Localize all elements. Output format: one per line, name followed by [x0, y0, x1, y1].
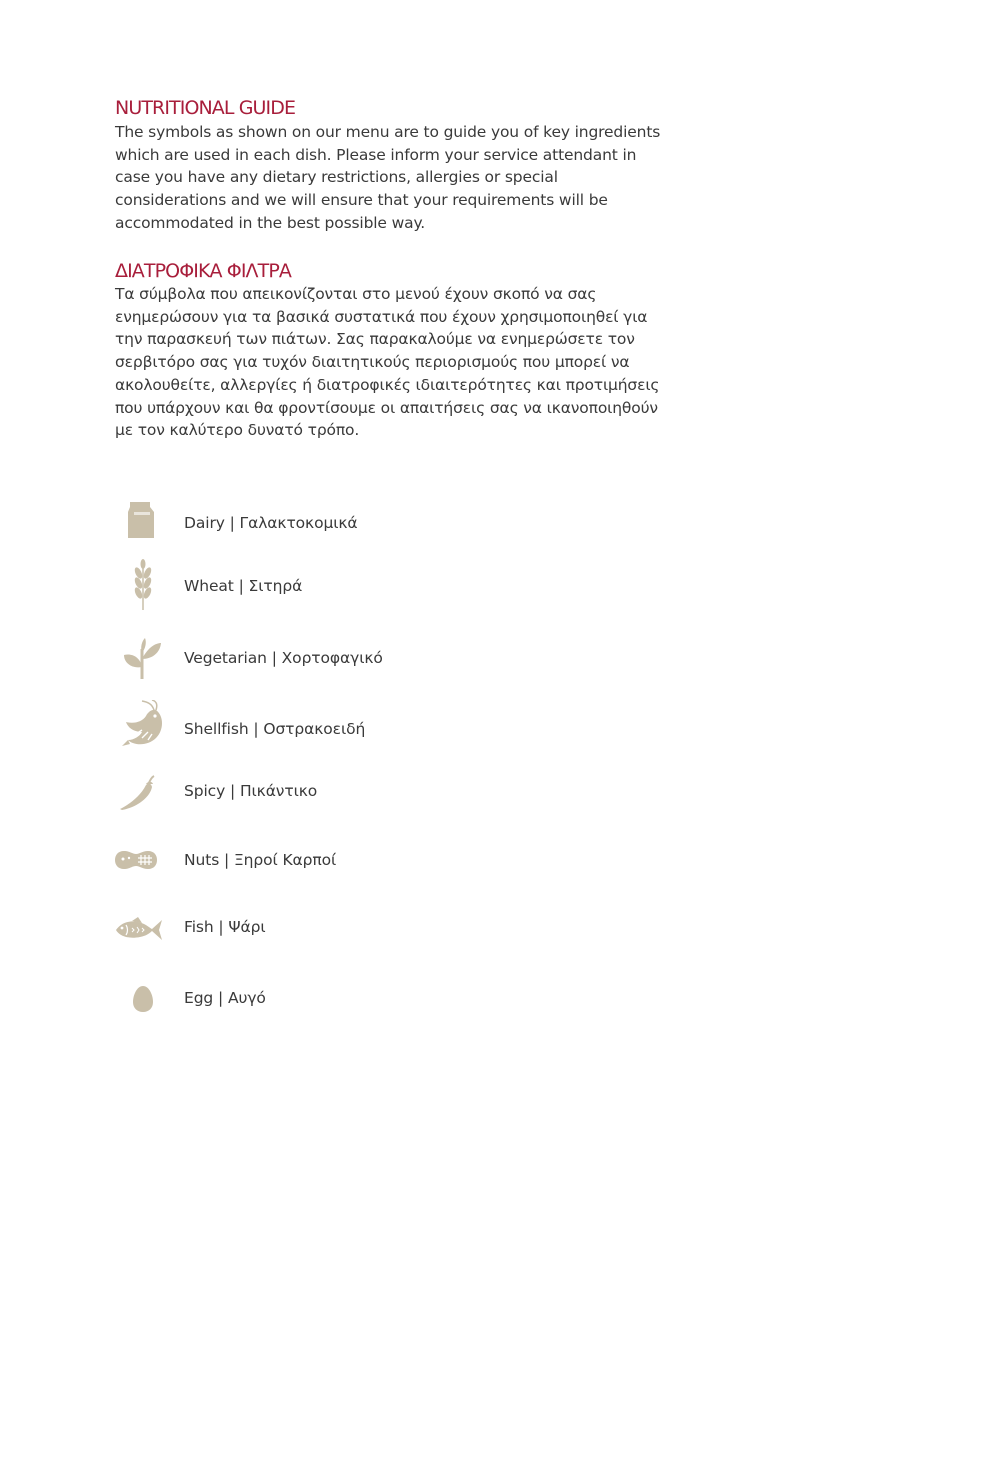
legend-label-vegetarian: Vegetarian | Χορτοφαγικό [184, 649, 383, 667]
english-heading: NUTRITIONAL GUIDE [115, 97, 296, 119]
english-line-1: The symbols as shown on our menu are to guide you of key ingredients [115, 123, 661, 141]
greek-paragraph [115, 283, 675, 442]
legend-label-spicy: Spicy | Πικάντικο [184, 782, 318, 800]
legend-label-nuts: Nuts | Ξηροί Καρποί [184, 851, 337, 869]
greek-line-3: την παρασκευή των πιάτων. Σας παρακαλούμε να ενημερώσετε τον [115, 330, 635, 349]
shrimp-icon [120, 700, 166, 748]
english-paragraph [115, 121, 675, 235]
chili-pepper-icon [118, 775, 156, 811]
greek-line-5: ακολουθείτε, αλλεργίες ή διατροφικές ιδιαιτερότητες και προτιμήσεις [115, 375, 660, 394]
english-line-5: accommodated in the best possible way. [115, 213, 426, 232]
milk-carton-icon [126, 500, 156, 540]
sprout-icon [122, 637, 162, 681]
greek-line-1: Τα σύμβολα που απεικονίζονται στο μενού έχουν σκοπό να σας [115, 285, 597, 303]
legend-label-wheat: Wheat | Σιτηρά [184, 577, 303, 595]
legend-label-shellfish: Shellfish | Οστρακοειδή [184, 720, 366, 738]
greek-line-7: με τον καλύτερο δυνατό τρόπο. [115, 421, 360, 440]
legend-label-dairy: Dairy | Γαλακτοκομικά [184, 514, 358, 532]
legend-label-fish: Fish | Ψάρι [184, 918, 266, 936]
greek-line-2: ενημερώσουν για τα βασικά συστατικά που έχουν χρησιμοποιηθεί για [115, 307, 648, 326]
english-line-2: which are used in each dish. Please inform your service attendant in [115, 145, 637, 164]
greek-line-6: που υπάρχουν και θα φροντίσουμε οι απαιτήσεις σας να ικανοποιηθούν [115, 398, 658, 417]
greek-heading: ΔΙΑΤΡΟΦΙΚΑ ΦΙΛΤΡΑ [115, 260, 291, 282]
wheat-icon [128, 556, 158, 612]
legend-label-egg: Egg | Αυγό [184, 989, 266, 1007]
greek-line-4: σερβιτόρο σας για τυχόν διαιτητικούς περιορισμούς που μπορεί να [115, 353, 630, 372]
fish-icon [114, 916, 164, 944]
egg-icon [132, 985, 154, 1013]
english-line-3: case you have any dietary restrictions, allergies or special [115, 168, 558, 187]
english-line-4: considerations and we will ensure that your requirements will be [115, 191, 608, 210]
peanut-icon [114, 850, 158, 870]
